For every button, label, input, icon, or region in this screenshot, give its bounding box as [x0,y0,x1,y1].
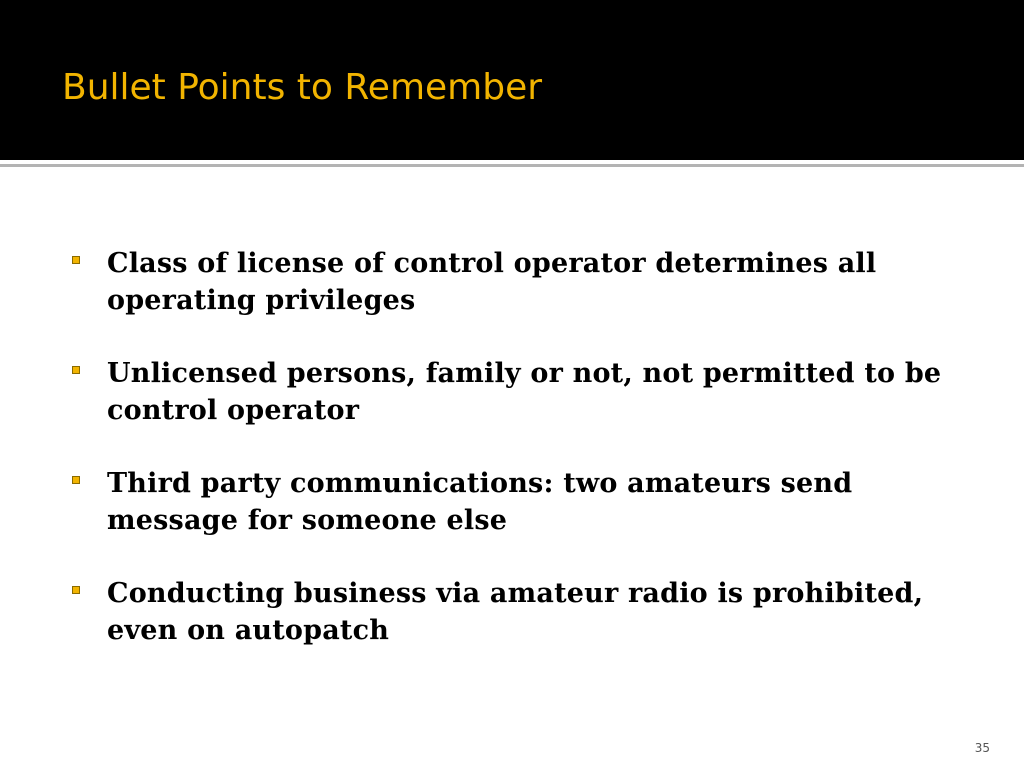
bullet-text: Conducting business via amateur radio is prohibited, even on autopatch [107,578,924,646]
square-bullet-icon [72,586,80,594]
bullet-item [72,575,982,649]
bullet-text: Unlicensed persons, family or not, not permitted to be control operator [107,358,942,426]
bullet-text: Class of license of control operator determines all operating privileges [107,248,877,316]
slide-title: Bullet Points to Remember [62,67,543,108]
square-bullet-icon [72,476,80,484]
title-divider [0,164,1024,167]
bullet-item [72,355,982,429]
bullet-item [72,245,982,319]
square-bullet-icon [72,256,80,264]
bullet-item [72,465,982,539]
bullet-text: Third party communications: two amateurs send message for someone else [107,468,853,536]
slide-number: 35 [974,741,990,755]
square-bullet-icon [72,366,80,374]
bullet-list [72,245,982,685]
title-bar [0,0,1024,160]
